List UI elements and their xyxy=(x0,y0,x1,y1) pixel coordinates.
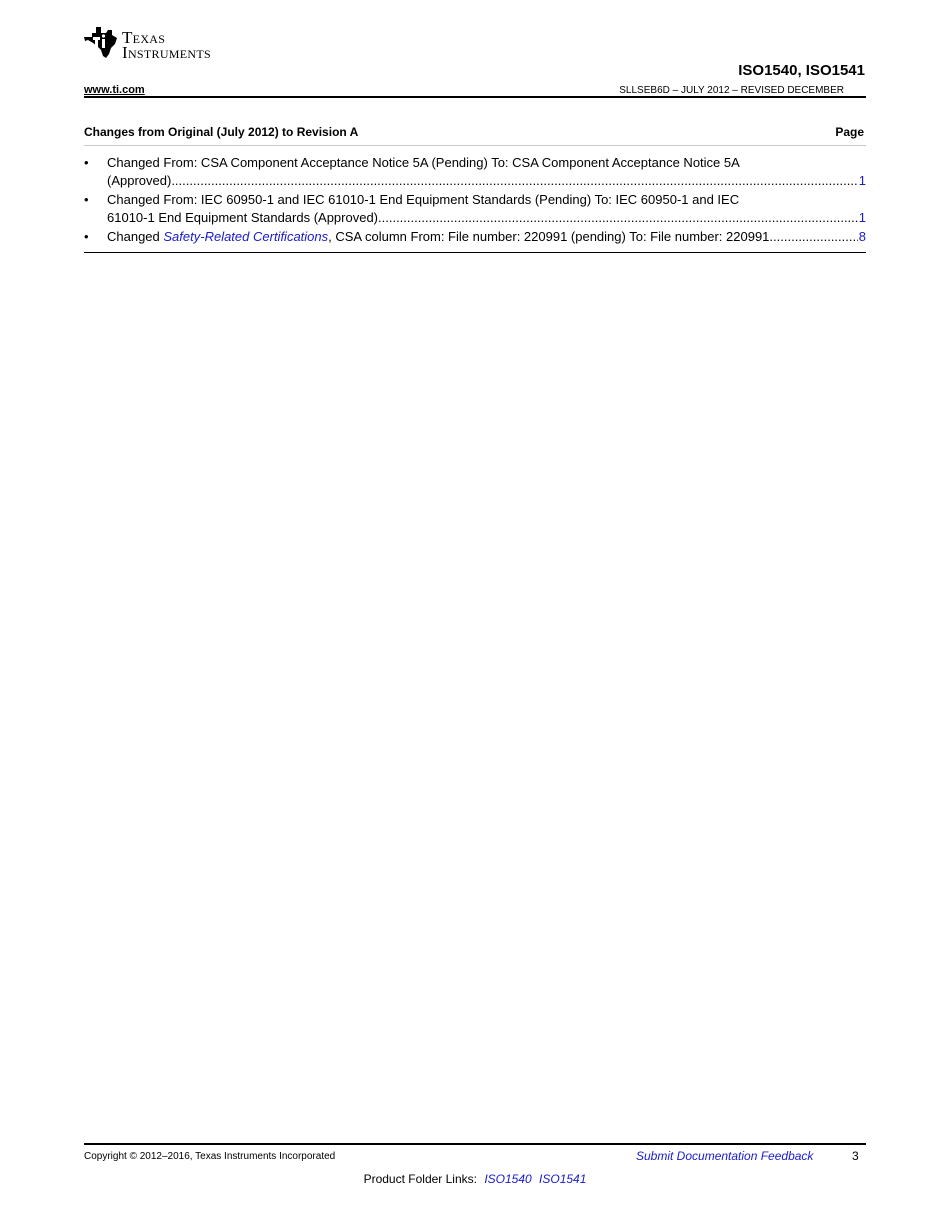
page-reference-link[interactable]: 1 xyxy=(858,209,866,225)
change-line xyxy=(107,228,866,246)
submit-feedback-link[interactable]: Submit Documentation Feedback xyxy=(636,1149,814,1163)
folder-link-iso1540[interactable]: ISO1540 xyxy=(484,1172,532,1186)
change-line xyxy=(107,154,866,172)
changes-page-label: Page xyxy=(835,125,864,139)
dot-leader xyxy=(378,209,858,227)
change-text: Changed From: IEC 60950-1 and IEC 61010-1 End Equipment Standards (Pending) To: IEC 60950-1 and IEC xyxy=(107,192,740,207)
changes-bottom-divider xyxy=(84,252,866,253)
bullet: • xyxy=(84,192,89,207)
change-text: , CSA column From: File number: 220991 (pending) To: File number: 220991 xyxy=(328,229,770,244)
folder-link-iso1541[interactable]: ISO1541 xyxy=(539,1172,587,1186)
change-line xyxy=(107,209,866,227)
change-line xyxy=(107,172,866,190)
bullet: • xyxy=(84,155,89,170)
changes-header-divider xyxy=(84,145,866,146)
logo-line-2: Instruments xyxy=(122,43,211,62)
copyright: Copyright © 2012–2016, Texas Instruments Incorporated xyxy=(84,1151,336,1162)
changes-title: Changes from Original (July 2012) to Revision A xyxy=(84,125,359,139)
change-item xyxy=(84,191,866,226)
page-reference-link[interactable]: 1 xyxy=(858,172,866,188)
footer-divider xyxy=(84,1143,866,1145)
document-id: SLLSEB6D – JULY 2012 – REVISED DECEMBER xyxy=(619,85,844,96)
logo-line-1: Texas xyxy=(122,28,166,47)
header-divider xyxy=(84,96,866,98)
changes-list xyxy=(84,154,866,248)
change-item xyxy=(84,154,866,189)
change-text: 61010-1 End Equipment Standards (Approved) xyxy=(107,209,379,225)
site-link[interactable]: www.ti.com xyxy=(84,84,145,96)
product-folder-links xyxy=(0,1172,950,1186)
part-numbers: ISO1540, ISO1541 xyxy=(738,62,865,79)
safety-certifications-link[interactable]: Safety-Related Certifications xyxy=(163,229,329,244)
bullet: • xyxy=(84,229,89,244)
ti-state-logo-icon xyxy=(84,26,118,60)
change-text: Changed xyxy=(107,229,164,244)
dot-leader xyxy=(769,228,857,246)
change-text: Changed From: CSA Component Acceptance Notice 5A (Pending) To: CSA Component Acceptance Notice 5A xyxy=(107,155,740,170)
dot-leader xyxy=(171,172,857,190)
folder-links-label: Product Folder Links: xyxy=(363,1172,477,1186)
logo-wordmark xyxy=(122,30,211,60)
change-item xyxy=(84,228,866,246)
ti-logo xyxy=(84,26,234,62)
change-text: (Approved) xyxy=(107,172,172,188)
change-line xyxy=(107,191,866,209)
page-number: 3 xyxy=(852,1149,859,1163)
page-reference-link[interactable]: 8 xyxy=(858,229,866,244)
